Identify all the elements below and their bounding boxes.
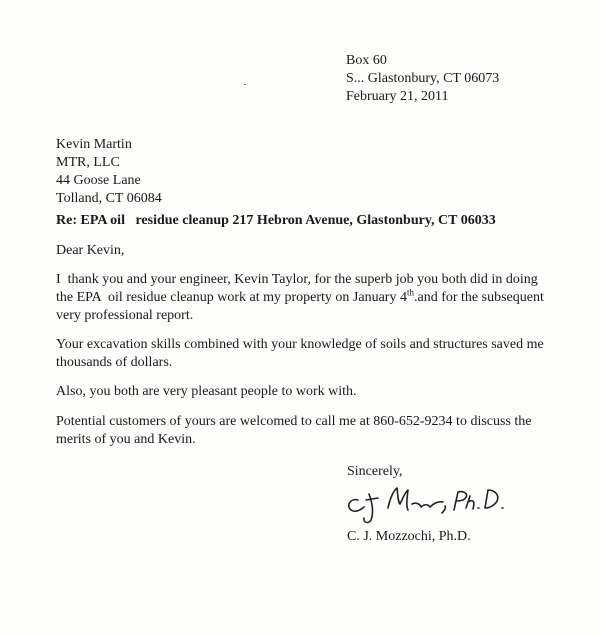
scan-speck bbox=[244, 84, 246, 85]
closing: Sincerely, bbox=[347, 464, 403, 479]
signer-name: C. J. Mozzochi, Ph.D. bbox=[347, 529, 471, 544]
body-paragraph-4: Potential customers of yours are welcomed to call me at 860-652-9234 to discuss the merits of you and Kevin. bbox=[56, 414, 532, 447]
body-paragraph-3: Also, you both are very pleasant people to work with. bbox=[56, 384, 357, 399]
salutation: Dear Kevin, bbox=[56, 243, 125, 258]
p1-superscript: th bbox=[406, 287, 414, 298]
letter-date: February 21, 2011 bbox=[346, 89, 449, 104]
sender-address bbox=[346, 52, 499, 106]
handwritten-signature bbox=[342, 480, 522, 526]
recipient-street: 44 Goose Lane bbox=[56, 173, 141, 188]
body-paragraph-1 bbox=[56, 271, 556, 325]
p1-text-end: .and for the subsequent very professional report. bbox=[56, 290, 548, 323]
sender-box: Box 60 bbox=[346, 53, 387, 68]
recipient-company: MTR, LLC bbox=[56, 155, 120, 170]
subject-line: Re: EPA oil residue cleanup 217 Hebron Avenue, Glastonbury, CT 06033 bbox=[56, 213, 496, 228]
p1-text-start: I thank you and your engineer, Kevin Taylor, for the superb job you both did in doing the EPA oil residue cleanup work at my property on January 4 bbox=[56, 272, 542, 305]
recipient-city-state: Tolland, CT 06084 bbox=[56, 191, 162, 206]
sender-city-state: S... Glastonbury, CT 06073 bbox=[346, 71, 500, 86]
body-paragraph-2: Your excavation skills combined with your knowledge of soils and structures saved me thousands of dollars. bbox=[56, 337, 544, 370]
recipient-address bbox=[56, 136, 162, 208]
recipient-name: Kevin Martin bbox=[56, 137, 132, 152]
